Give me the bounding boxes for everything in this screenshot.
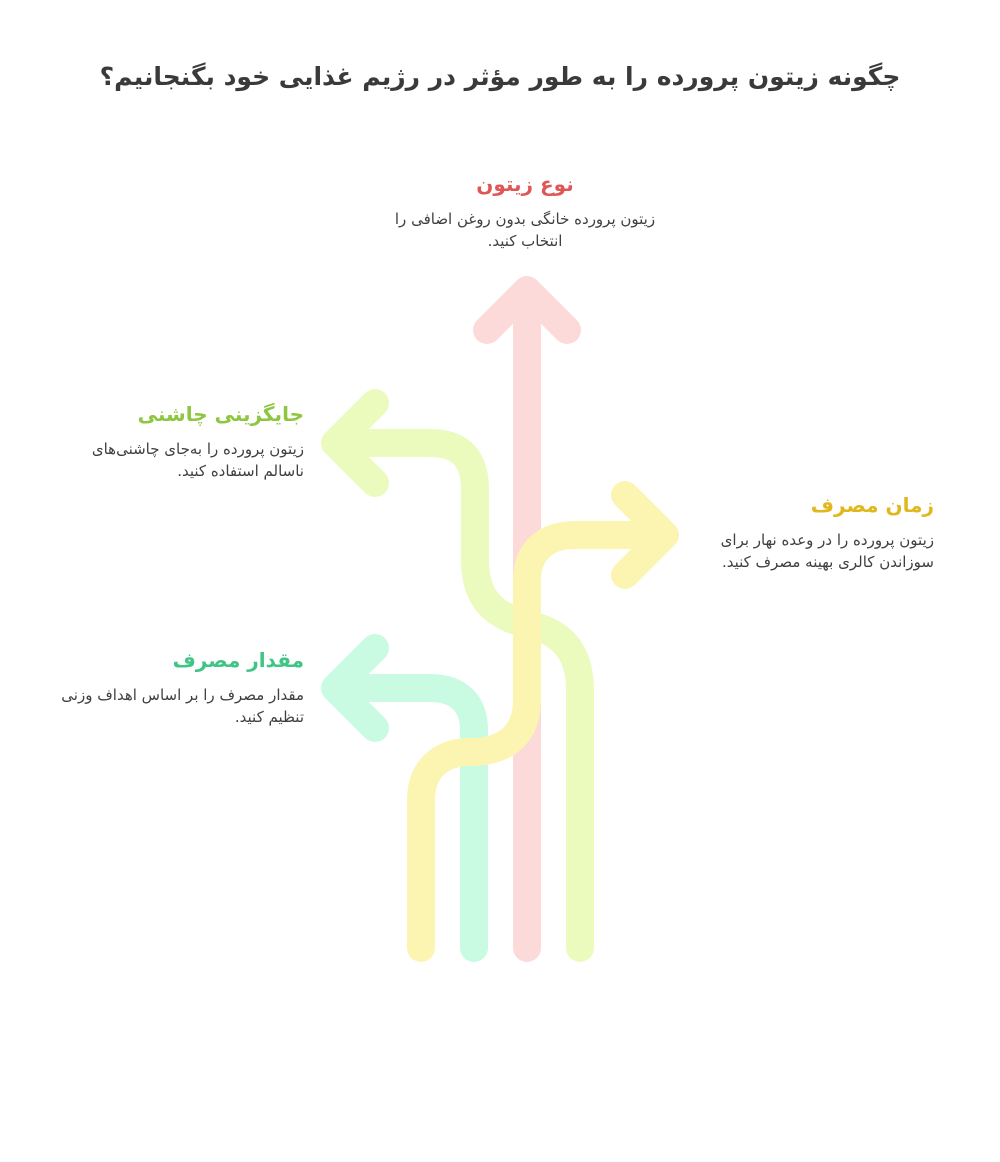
item-olive-type-description: زیتون پرورده خانگی بدون روغن اضافی را انتخاب کنید. — [394, 210, 656, 250]
item-consumption-amount — [54, 648, 304, 728]
item-consumption-time — [684, 493, 934, 573]
arrow-yellow — [421, 495, 665, 948]
item-consumption-amount-description: مقدار مصرف را بر اساس اهداف وزنی تنظیم کنید. — [61, 686, 304, 726]
page-title: چگونه زیتون پرورده را به طور مؤثر در رژیم غذایی خود بگنجانیم؟ — [99, 62, 901, 91]
item-olive-type — [390, 172, 660, 252]
item-dressing-replacement — [54, 402, 304, 482]
arrow-mint — [335, 648, 474, 948]
item-consumption-time-heading: زمان مصرف — [810, 493, 934, 517]
item-dressing-replacement-description: زیتون پرورده را به‌جای چاشنی‌های ناسالم استفاده کنید. — [91, 440, 304, 480]
item-olive-type-heading: نوع زیتون — [476, 172, 574, 196]
item-consumption-time-description: زیتون پرورده را در وعده نهار برای سوزاندن کالری بهینه مصرف کنید. — [720, 531, 934, 571]
item-dressing-replacement-heading: جایگزینی چاشنی — [137, 402, 304, 426]
item-consumption-amount-heading: مقدار مصرف — [172, 648, 304, 672]
